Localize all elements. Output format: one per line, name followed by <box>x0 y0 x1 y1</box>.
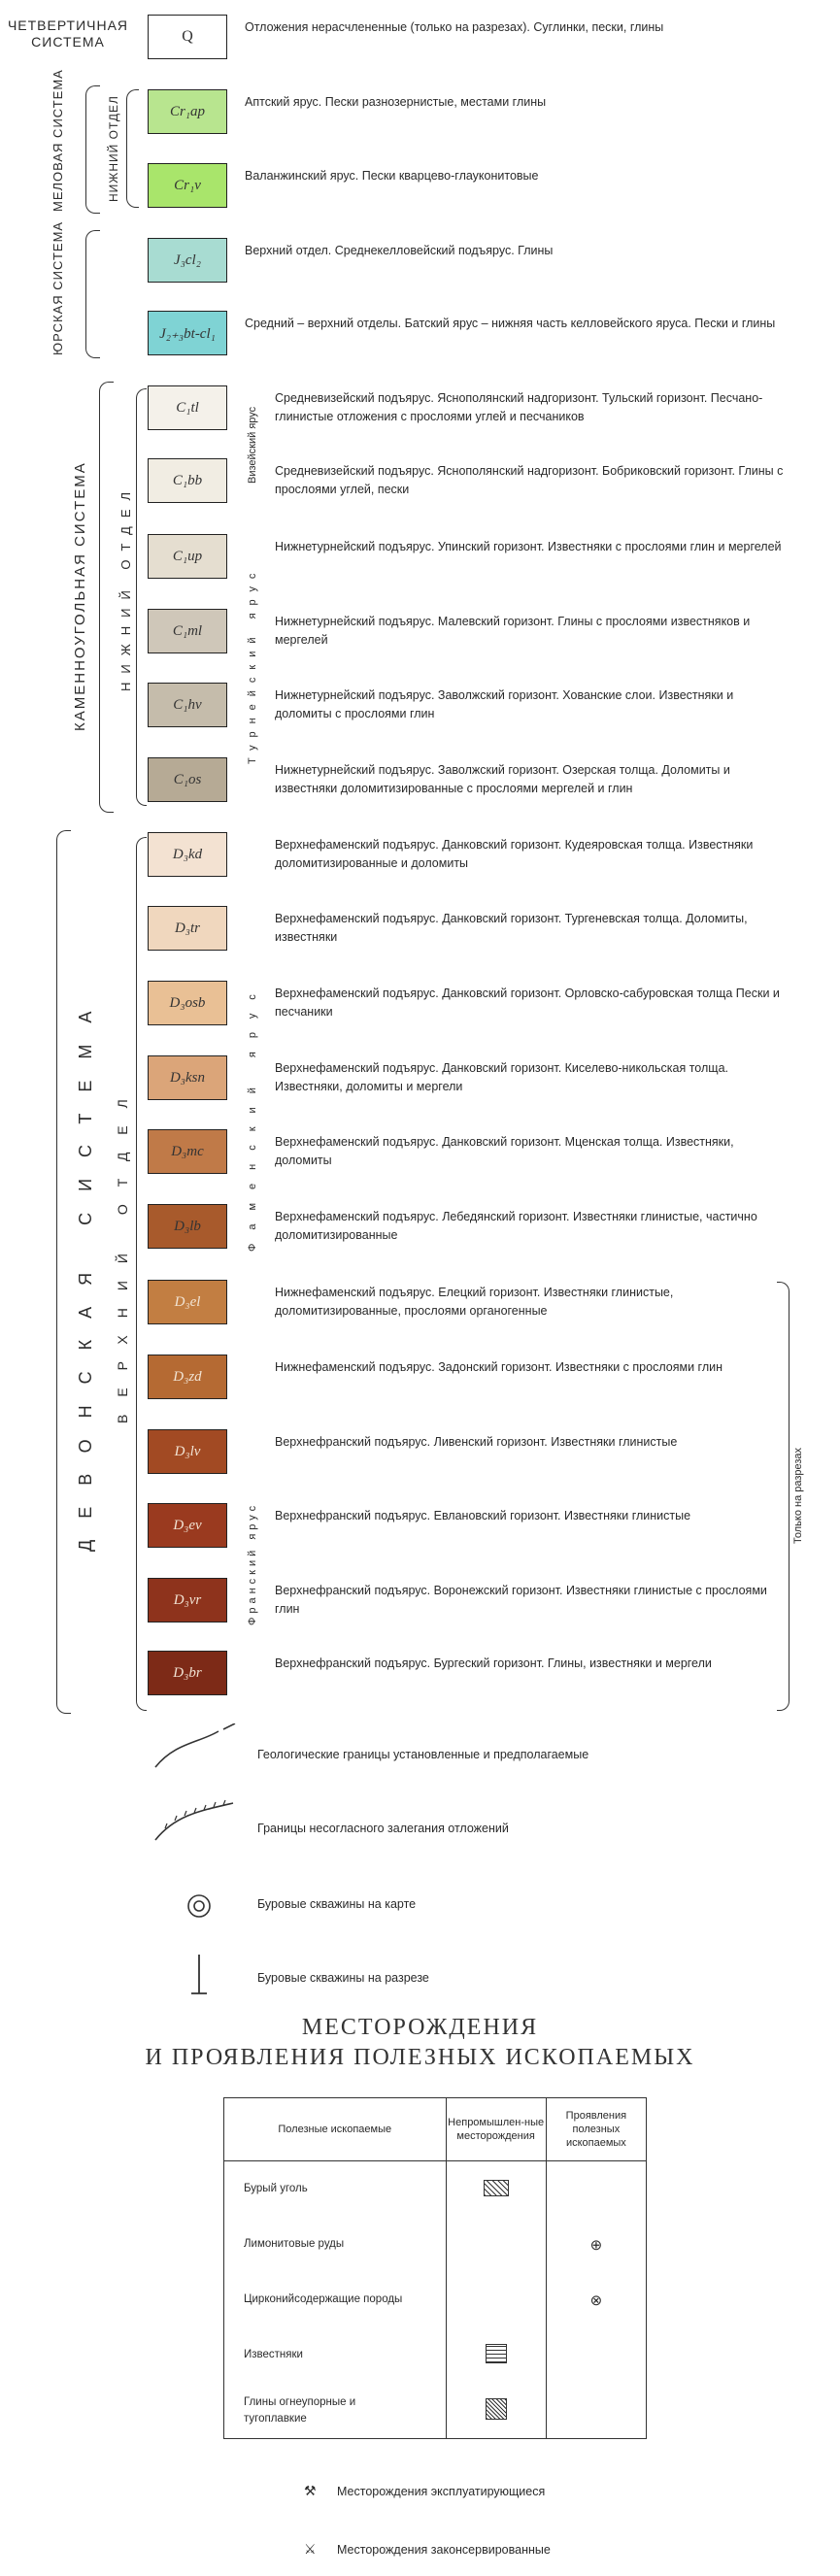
unit-box: C₁ml <box>148 609 227 653</box>
well-section-mark <box>191 1955 207 1993</box>
unit-description: Нижнефаменский подъярус. Елецкий горизонт. Известняки глинистые, доломитизированные, прослоями органогенные <box>275 1286 674 1319</box>
unit-box: D₃lb <box>148 1204 227 1249</box>
stage-famennian: Фаменский ярус <box>247 981 258 1253</box>
unit-description: Верхнефранский подъярус. Воронежский горизонт. Известняки глинистые с прослоями глин <box>275 1584 767 1617</box>
unconformity-ticks <box>165 1800 225 1828</box>
brown-coal-icon <box>484 2180 509 2196</box>
unit-box: D₃ev <box>148 1503 227 1548</box>
row-clays: Глины огнеупорные и тугоплавкие <box>224 2383 447 2439</box>
system-devonian: ДЕВОНСКАЯ СИСТЕМА <box>76 989 95 1553</box>
unit-box: D₃mc <box>148 1129 227 1174</box>
wells-map-label: Буровые скважины на карте <box>257 1897 417 1911</box>
unit-description: Отложения нерасчлененные (только на разрезах). Суглинки, пески, глины <box>245 20 664 34</box>
row-brown-coal: Бурый уголь <box>224 2161 447 2218</box>
system-carboniferous: КАМЕННОУГОЛЬНАЯ СИСТЕМА <box>72 461 88 731</box>
unit-box: C₁bb <box>148 458 227 503</box>
exploited-icon: ⚒ <box>304 2483 317 2498</box>
unit-box: D₃br <box>148 1651 227 1695</box>
conserved-label: Месторождения законсервированные <box>337 2543 551 2557</box>
unit-description: Верхнефаменский подъярус. Лебедянский горизонт. Известняки глинистые, частично доломитизированные <box>275 1210 757 1243</box>
series-carboniferous-lower: НИЖНИЙ ОТДЕЛ <box>118 483 133 692</box>
unit-box: D₃tr <box>148 906 227 951</box>
exploited-label: Месторождения эксплуатирующиеся <box>337 2485 546 2498</box>
stage-visean: Визейский ярус <box>247 406 258 484</box>
unit-description: Верхнефранский подъярус. Ливенский горизонт. Известняки глинистые <box>275 1435 678 1449</box>
col-nonindustrial: Непромышлен-ные месторождения <box>446 2098 546 2161</box>
minerals-table <box>223 2097 647 2439</box>
unit-description: Верхнефаменский подъярус. Данковский горизонт. Кудеяровская толща. Известняки доломитизированные и доломиты <box>275 838 754 871</box>
system-cretaceous: МЕЛОВАЯ СИСТЕМА <box>50 69 65 212</box>
system-jurassic: ЮРСКАЯ СИСТЕМА <box>50 220 65 355</box>
unit-description: Нижнетурнейский подъярус. Упинский горизонт. Известняки с прослоями глин и мергелей <box>275 540 782 553</box>
boundaries-label: Геологические границы установленные и предполагаемые <box>257 1748 589 1761</box>
unit-description: Нижнетурнейский подъярус. Заволжский горизонт. Хованские слои. Известняки и доломиты с прослоями глин <box>275 688 734 721</box>
brace-devonian-upper <box>136 837 147 1711</box>
unit-description: Валанжинский ярус. Пески кварцево-глауконитовые <box>245 169 539 183</box>
brace-jurassic <box>85 230 100 358</box>
clays-icon <box>486 2398 507 2420</box>
unit-description: Верхнефаменский подъярус. Данковский горизонт. Орловско-сабуровская толща Пески и песчаники <box>275 987 780 1020</box>
unit-box: D₃ksn <box>148 1055 227 1100</box>
minerals-title-2: И ПРОЯВЛЕНИЯ ПОЛЕЗНЫХ ИСКОПАЕМЫХ <box>145 2045 695 2070</box>
unit-description: Верхнефаменский подъярус. Данковский горизонт. Киселево-никольская толща. Известняки, доломиты и мергели <box>275 1061 728 1094</box>
stage-tournaisian: Турнейский ярус <box>247 565 258 765</box>
row-limestone: Известняки <box>224 2327 447 2383</box>
well-map-inner <box>194 1901 204 1911</box>
limonite-icon: ⊕ <box>546 2217 646 2272</box>
unit-description: Верхнефранский подъярус. Евлановский горизонт. Известняки глинистые <box>275 1509 691 1522</box>
brace-carboniferous <box>99 382 114 813</box>
unit-description: Нижнефаменский подъярус. Задонский горизонт. Известняки с прослоями глин <box>275 1360 722 1374</box>
limestone-icon <box>486 2344 507 2363</box>
brace-devonian <box>56 830 71 1714</box>
geologic-boundary-dash <box>223 1723 235 1729</box>
col-occurrences: Проявления полезных ископаемых <box>546 2098 646 2161</box>
stage-frasnian: Франский ярус <box>247 1501 258 1625</box>
unit-description: Нижнетурнейский подъярус. Малевский горизонт. Глины с прослоями известняков и мергелей <box>275 615 751 648</box>
brace-sections-only <box>777 1282 790 1711</box>
unit-box: Cr₁ap <box>148 89 227 134</box>
unit-box: D₃zd <box>148 1355 227 1399</box>
series-devonian-upper: ВЕРХНИЙ ОТДЕЛ <box>115 1082 130 1423</box>
brace-carboniferous-lower <box>136 388 147 806</box>
unit-description: Верхний отдел. Среднекелловейский подъярус. Глины <box>245 244 554 257</box>
unit-box: D₃kd <box>148 832 227 877</box>
unconformity-label: Границы несогласного залегания отложений <box>257 1822 509 1835</box>
unit-box: J₂₊₃bt-cl₁ <box>148 311 227 355</box>
note-sections-only: Только на разрезах <box>792 1447 804 1544</box>
system-quaternary: ЧЕТВЕРТИЧНАЯ СИСТЕМА <box>7 17 129 50</box>
series-cretaceous-lower: НИЖНИЙ ОТДЕЛ <box>107 95 120 202</box>
brace-cretaceous <box>85 85 100 214</box>
unit-description: Средний – верхний отделы. Батский ярус – нижняя часть келловейского яруса. Пески и глины <box>245 317 776 330</box>
unit-box: C₁hv <box>148 683 227 727</box>
unit-box: C₁up <box>148 534 227 579</box>
unit-box: Q <box>148 15 227 59</box>
unit-box: C₁tl <box>148 385 227 430</box>
unit-description: Верхнефаменский подъярус. Данковский горизонт. Тургеневская толща. Доломиты, известняки <box>275 912 748 945</box>
unit-box: C₁os <box>148 757 227 802</box>
unconformity-line <box>155 1803 233 1840</box>
unit-box: Cr₁v <box>148 163 227 208</box>
unit-description: Нижнетурнейский подъярус. Заволжский горизонт. Озерская толща. Доломиты и известняки доломитизированные с прослоями мергелей и глин <box>275 763 730 796</box>
wells-section-label: Буровые скважины на разрезе <box>257 1971 429 1985</box>
col-minerals: Полезные ископаемые <box>224 2098 447 2161</box>
unit-box: D₃vr <box>148 1578 227 1623</box>
unit-box: D₃lv <box>148 1429 227 1474</box>
unit-box: D₃osb <box>148 981 227 1025</box>
conserved-icon: ⚔ <box>304 2541 317 2557</box>
unit-description: Верхнефаменский подъярус. Данковский горизонт. Мценская толща. Известняки, доломиты <box>275 1135 734 1168</box>
well-map-outer <box>188 1895 210 1917</box>
unit-description: Аптский ярус. Пески разнозернистые, местами глины <box>245 95 547 109</box>
unit-description: Средневизейский подъярус. Яснополянский надгоризонт. Тульский горизонт. Песчано-глинистые отложения с прослоями углей и песчаников <box>275 391 763 424</box>
brace-cretaceous-lower <box>126 89 139 208</box>
symbols-svg <box>146 1723 252 2015</box>
row-zirconium: Цирконийсодержащие породы <box>224 2272 447 2327</box>
row-limonite: Лимонитовые руды <box>224 2217 447 2272</box>
zirconium-icon: ⊗ <box>546 2272 646 2327</box>
unit-box: J₃cl₂ <box>148 238 227 283</box>
minerals-title-1: МЕСТОРОЖДЕНИЯ <box>301 2015 539 2040</box>
geologic-boundary-line <box>155 1731 218 1767</box>
unit-description: Средневизейский подъярус. Яснополянский надгоризонт. Бобриковский горизонт. Глины с прослоями углей, пески <box>275 464 784 497</box>
unit-description: Верхнефранский подъярус. Бургеский горизонт. Глины, известняки и мергели <box>275 1656 712 1670</box>
unit-box: D₃el <box>148 1280 227 1324</box>
